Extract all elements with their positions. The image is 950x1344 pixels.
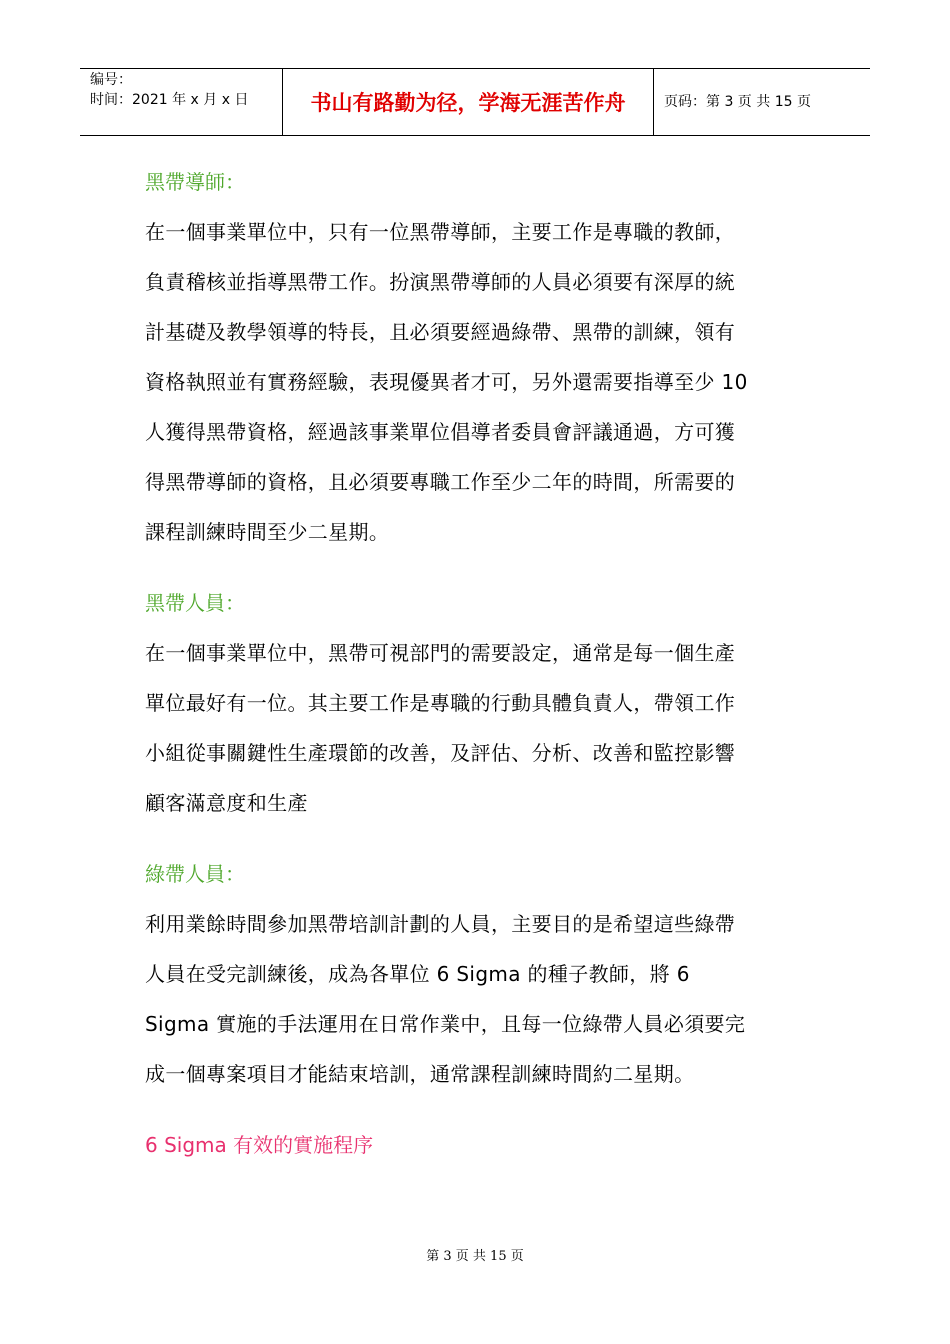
- document-date-label: 时间：2021 年 x 月 x 日: [90, 92, 249, 108]
- paragraph-line: 人員在受完訓練後，成為各單位 6 Sigma 的種子教師，將 6: [145, 962, 690, 986]
- page-header: [80, 68, 870, 136]
- section-body-black-belt-mentor: [145, 207, 815, 557]
- paragraph-line: 利用業餘時間參加黑帶培訓計劃的人員，主要目的是希望這些綠帶: [145, 912, 736, 936]
- header-meta-cell: [80, 69, 282, 135]
- section-heading-black-belt: 黑帶人員：: [145, 591, 245, 615]
- section-body-black-belt: [145, 628, 815, 828]
- paragraph-line: 成一個專案項目才能結束培訓，通常課程訓練時間約二星期。: [145, 1062, 695, 1086]
- paragraph-line: 人獲得黑帶資格，經過該事業單位倡導者委員會評議通過，方可獲: [145, 420, 736, 444]
- paragraph-line: 顧客滿意度和生產: [145, 791, 308, 815]
- paragraph-line: 負責稽核並指導黑帶工作。扮演黑帶導師的人員必須要有深厚的統: [145, 270, 736, 294]
- paragraph-line: 在一個事業單位中，黑帶可視部門的需要設定，通常是每一個生產: [145, 641, 736, 665]
- section-heading-implementation: 6 Sigma 有效的實施程序: [145, 1133, 374, 1157]
- header-page-info: 页码：第 3 页 共 15 页: [664, 94, 811, 110]
- header-motto-cell: [282, 69, 654, 135]
- paragraph-line: 在一個事業單位中，只有一位黑帶導師，主要工作是專職的教師，: [145, 220, 736, 244]
- paragraph-line: 資格執照並有實務經驗，表現優異者才可，另外還需要指導至少 10: [145, 370, 748, 394]
- section-heading-green-belt: 綠帶人員：: [145, 862, 245, 886]
- page-footer: 第 3 页 共 15 页: [426, 1249, 524, 1264]
- document-number-label: 编号：: [90, 72, 132, 88]
- paragraph-line: 計基礎及教學領導的特長，且必須要經過綠帶、黑帶的訓練，領有: [145, 320, 736, 344]
- section-heading-black-belt-mentor: 黑帶導師：: [145, 170, 245, 194]
- paragraph-line: 得黑帶導師的資格，且必須要專職工作至少二年的時間，所需要的: [145, 470, 736, 494]
- paragraph-line: 課程訓練時間至少二星期。: [145, 520, 390, 544]
- paragraph-line: 單位最好有一位。其主要工作是專職的行動具體負責人，帶領工作: [145, 691, 736, 715]
- section-body-green-belt: [145, 899, 815, 1099]
- header-page-cell: [654, 69, 870, 135]
- paragraph-line: 小組從事關鍵性生產環節的改善，及評估、分析、改善和監控影響: [145, 741, 736, 765]
- paragraph-line: Sigma 實施的手法運用在日常作業中，且每一位綠帶人員必須要完: [145, 1012, 746, 1036]
- header-motto: 书山有路勤为径，学海无涯苦作舟: [310, 90, 626, 115]
